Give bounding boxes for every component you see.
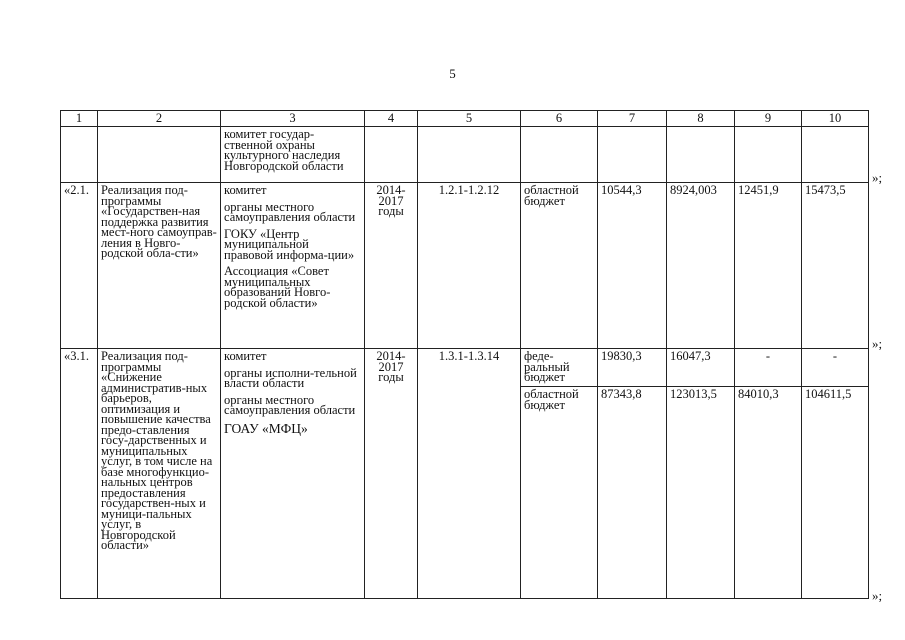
table-cell — [61, 127, 98, 183]
executor: ГОАУ «МФЦ» — [224, 420, 308, 436]
header-cell: 6 — [521, 111, 598, 127]
table-row-2-1 — [61, 183, 869, 349]
page-number: 5 — [449, 66, 456, 81]
value-cell: - — [735, 349, 802, 387]
targets-cell: 1.3.1-1.3.14 — [418, 349, 521, 599]
row-end-mark: »; — [872, 170, 883, 185]
executor: органы местного самоуправления области — [224, 199, 356, 224]
source-cell: областной бюджет — [521, 183, 598, 349]
executor: органы исполни-тельной власти области — [224, 365, 357, 390]
header-cell: 4 — [365, 111, 418, 127]
value-cell: 84010,3 — [735, 387, 802, 599]
table-cell — [418, 127, 521, 183]
years-cell: 2014-2017 годы — [365, 349, 418, 599]
targets-cell: 1.2.1-1.2.12 — [418, 183, 521, 349]
executor-cell: комитет государ-ственной охраны культурного наследия Новгородской области — [221, 127, 365, 183]
row-end-mark: »; — [872, 588, 883, 603]
header-cell: 3 — [221, 111, 365, 127]
table-cell — [98, 127, 221, 183]
executors-cell — [221, 349, 365, 599]
table-cell — [735, 127, 802, 183]
header-cell: 9 — [735, 111, 802, 127]
value-cell: 123013,5 — [667, 387, 735, 599]
table-cell — [365, 127, 418, 183]
executors-cell — [221, 183, 365, 349]
executor: Ассоциация «Совет муниципальных образований Новго-родской области» — [224, 264, 331, 310]
years-cell: 2014-2017 годы — [365, 183, 418, 349]
source-cell: феде-ральный бюджет — [521, 349, 598, 387]
header-cell: 10 — [802, 111, 869, 127]
header-row — [61, 111, 869, 127]
table-row-3-1 — [61, 349, 869, 387]
value-cell: 104611,5 — [802, 387, 869, 599]
value-cell: 12451,9 — [735, 183, 802, 349]
table-cell — [598, 127, 667, 183]
value-cell: 16047,3 — [667, 349, 735, 387]
row-number: «3.1. — [61, 349, 98, 599]
table-cell — [667, 127, 735, 183]
subprogram-name: Реализация под-программы «Снижение административ-ных барьеров, оптимизация и повышение качества предо-ставления госу-дарственных и муниципальных услуг, в том числе на базе многофункцио-нальных центров предоставления государствен-ных и муници-пальных услуг, в Новгородской области» — [98, 349, 221, 599]
subprogram-name: Реализация под-программы «Государствен-ная поддержка развития мест-ного самоуправ-ления в Новго-родской обла-сти» — [98, 183, 221, 349]
table-cell — [521, 127, 598, 183]
row-end-mark: »; — [872, 336, 883, 351]
source-cell: областной бюджет — [521, 387, 598, 599]
header-cell: 1 — [61, 111, 98, 127]
executor: комитет — [224, 349, 267, 363]
header-cell: 2 — [98, 111, 221, 127]
executor: комитет — [224, 183, 267, 197]
header-cell: 8 — [667, 111, 735, 127]
continuation-row — [61, 127, 869, 183]
header-cell: 5 — [418, 111, 521, 127]
executor: ГОКУ «Центр муниципальной правовой информа-ции» — [224, 226, 355, 262]
program-table — [60, 110, 869, 599]
value-cell: 8924,003 — [667, 183, 735, 349]
row-number: «2.1. — [61, 183, 98, 349]
value-cell: 19830,3 — [598, 349, 667, 387]
executor: органы местного самоуправления области — [224, 392, 356, 417]
header-cell: 7 — [598, 111, 667, 127]
value-cell: - — [802, 349, 869, 387]
table-cell — [802, 127, 869, 183]
value-cell: 15473,5 — [802, 183, 869, 349]
value-cell: 87343,8 — [598, 387, 667, 599]
value-cell: 10544,3 — [598, 183, 667, 349]
